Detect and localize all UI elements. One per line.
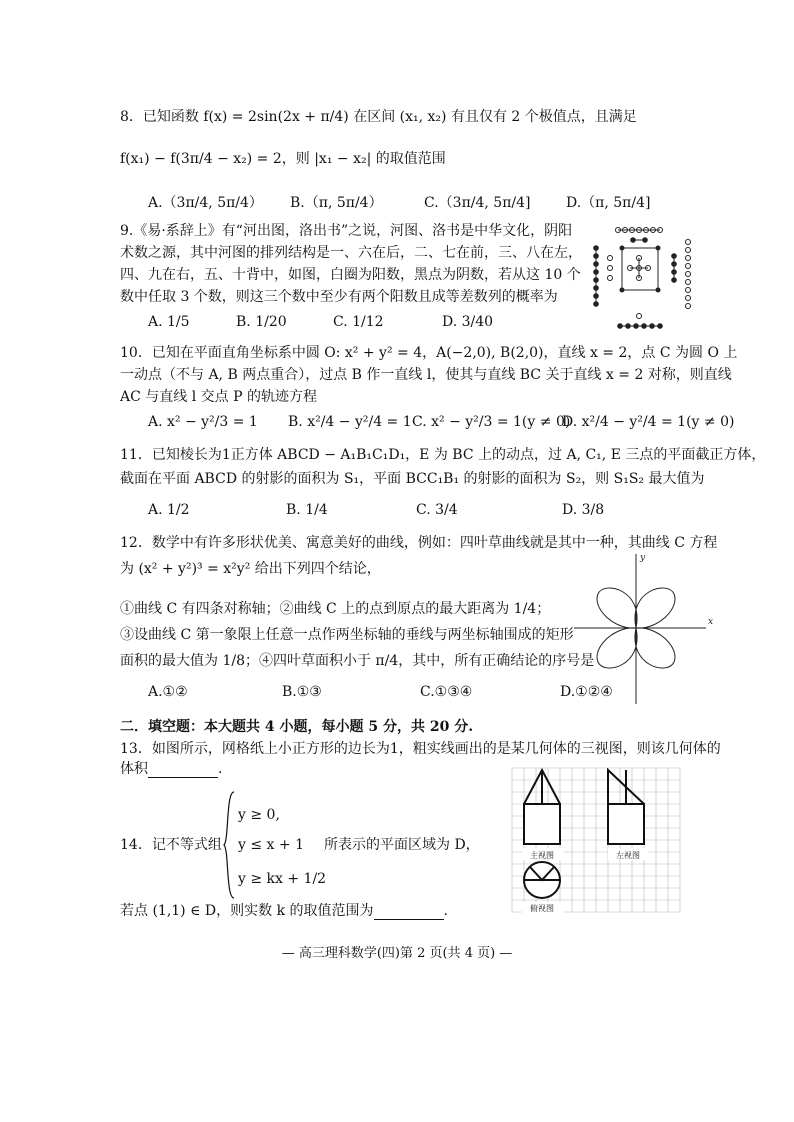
q9-option-a: A. 1/5	[148, 314, 190, 330]
hetu-diagram	[588, 220, 698, 332]
q10-option-a: A. x² − y²/3 = 1	[148, 414, 258, 430]
side-view-label: 左视图	[616, 851, 640, 860]
q9-option-b: B. 1/20	[236, 314, 287, 330]
y-axis-label: y	[640, 553, 646, 563]
page-footer: — 高三理科数学(四)第 2 页(共 4 页) —	[281, 946, 513, 961]
q12-option-c: C.①③④	[420, 684, 473, 700]
q12-option-a: A.①②	[148, 684, 188, 700]
q10-option-c: C. x² − y²/3 = 1(y ≠ 0)	[412, 414, 571, 430]
q12-stem-line1: 12．数学中有许多形状优美、寓意美好的曲线，例如：四叶草曲线就是其中一种，其曲线 C 方程	[120, 535, 718, 551]
q14-end-period: .	[443, 903, 448, 919]
q12-option-d: D.①②④	[560, 684, 613, 700]
section-2-heading: 二．填空题：本大题共 4 小题，每小题 5 分，共 20 分.	[120, 719, 474, 735]
q14-brace	[222, 790, 236, 900]
q8-stem-line2: f(x₁) − f(3π/4 − x₂) = 2，则 |x₁ − x₂| 的取值范围	[120, 151, 446, 167]
q14-stem-line2	[120, 902, 448, 920]
q14-prefix: 14．记不等式组	[120, 837, 222, 853]
q9-stem-line4: 数中任取 3 个数，则这三个数中至少有两个阳数且成等差数列的概率为	[120, 289, 558, 305]
q8-stem-line1: 8．已知函数 f(x) = 2sin(2x + π/4) 在区间 (x₁, x₂) 有且仅有 2 个极值点，且满足	[120, 109, 637, 125]
q14-answer-blank	[374, 905, 444, 920]
q11-option-c: C. 3/4	[416, 502, 458, 518]
q8-option-a: A.（3π/4, 5π/4）	[148, 195, 263, 211]
q9-option-c: C. 1/12	[333, 314, 384, 330]
three-view-figure	[508, 764, 684, 920]
q9-stem-line3: 四、九在右，五、十背中，如图，白圈为阳数，黑点为阴数，若从这 10 个	[120, 267, 581, 283]
q13-answer-blank	[148, 763, 218, 778]
q14-ineq-3: y ≥ kx + 1/2	[238, 871, 327, 887]
q13-volume-label: 体积	[120, 761, 148, 777]
q12-stem-line2: 为 (x² + y²)³ = x²y² 给出下列四个结论，	[120, 561, 381, 577]
q12-conclusion-3: ③设曲线 C 第一象限上任意一点作两坐标轴的垂线与两坐标轴围成的矩形	[120, 627, 574, 643]
q13-stem-line2: 体积 .	[120, 761, 223, 777]
q11-stem-line2: 截面在平面 ABCD 的射影的面积为 S₁，平面 BCC₁B₁ 的射影的面积为 S₂，则 S₁S₂ 最大值为	[120, 471, 705, 487]
q8-option-c: C.（3π/4, 5π/4]	[424, 195, 531, 211]
q10-option-d: D. x²/4 − y²/4 = 1(y ≠ 0)	[562, 414, 735, 430]
q8-option-b: B.（π, 5π/4）	[290, 195, 383, 211]
q14-condition: 若点 (1,1) ∈ D，则实数 k 的取值范围为	[120, 903, 374, 919]
q12-conclusion-1-2: ①曲线 C 有四条对称轴；②曲线 C 上的点到原点的最大距离为 1/4；	[120, 601, 551, 617]
q12-option-b: B.①③	[282, 684, 322, 700]
front-view-label: 主视图	[530, 851, 554, 860]
q13-stem-line1: 13．如图所示，网格纸上小正方形的边长为1，粗实线画出的是某几何体的三视图，则该几何体的	[120, 741, 721, 757]
q9-stem-line1: 9.《易·系辞上》有“河出图，洛出书”之说，河图、洛书是中华文化，阴阳	[120, 223, 573, 239]
q10-stem-line1: 10．已知在平面直角坐标系中圆 O: x² + y² = 4，A(−2,0), B(2,0)，直线 x = 2，点 C 为圆 O 上	[120, 345, 738, 361]
q11-option-a: A. 1/2	[148, 502, 190, 518]
q8-option-d: D.（π, 5π/4]	[566, 195, 651, 211]
q14-suffix: 所表示的平面区域为 D，	[324, 837, 480, 853]
q10-stem-line2: 一动点（不与 A, B 两点重合），过点 B 作一直线 l，使其与直线 BC 关于直线 x = 2 对称，则直线	[120, 367, 732, 383]
q9-stem-line2: 术数之源，其中河图的排列结构是一、六在后，二、七在前，三、八在左，	[120, 245, 582, 261]
q14-ineq-2: y ≤ x + 1	[238, 837, 304, 853]
q10-stem-line3: AC 与直线 l 交点 P 的轨迹方程	[120, 389, 317, 405]
q11-stem-line1: 11．已知棱长为1正方体 ABCD − A₁B₁C₁D₁，E 为 BC 上的动点，过 A, C₁, E 三点的平面截正方体，	[120, 447, 766, 463]
q9-option-d: D. 3/40	[442, 314, 494, 330]
q14-ineq-1: y ≥ 0,	[238, 807, 280, 823]
four-leaf-curve-figure	[568, 550, 716, 710]
x-axis-label: x	[708, 617, 714, 627]
q10-option-b: B. x²/4 − y²/4 = 1	[288, 414, 412, 430]
q11-option-d: D. 3/8	[562, 502, 605, 518]
q11-option-b: B. 1/4	[286, 502, 328, 518]
q12-conclusion-3-4: 面积的最大值为 1/8；④四叶草面积小于 π/4，其中，所有正确结论的序号是	[120, 653, 595, 669]
top-view-label: 俯视图	[530, 904, 554, 913]
